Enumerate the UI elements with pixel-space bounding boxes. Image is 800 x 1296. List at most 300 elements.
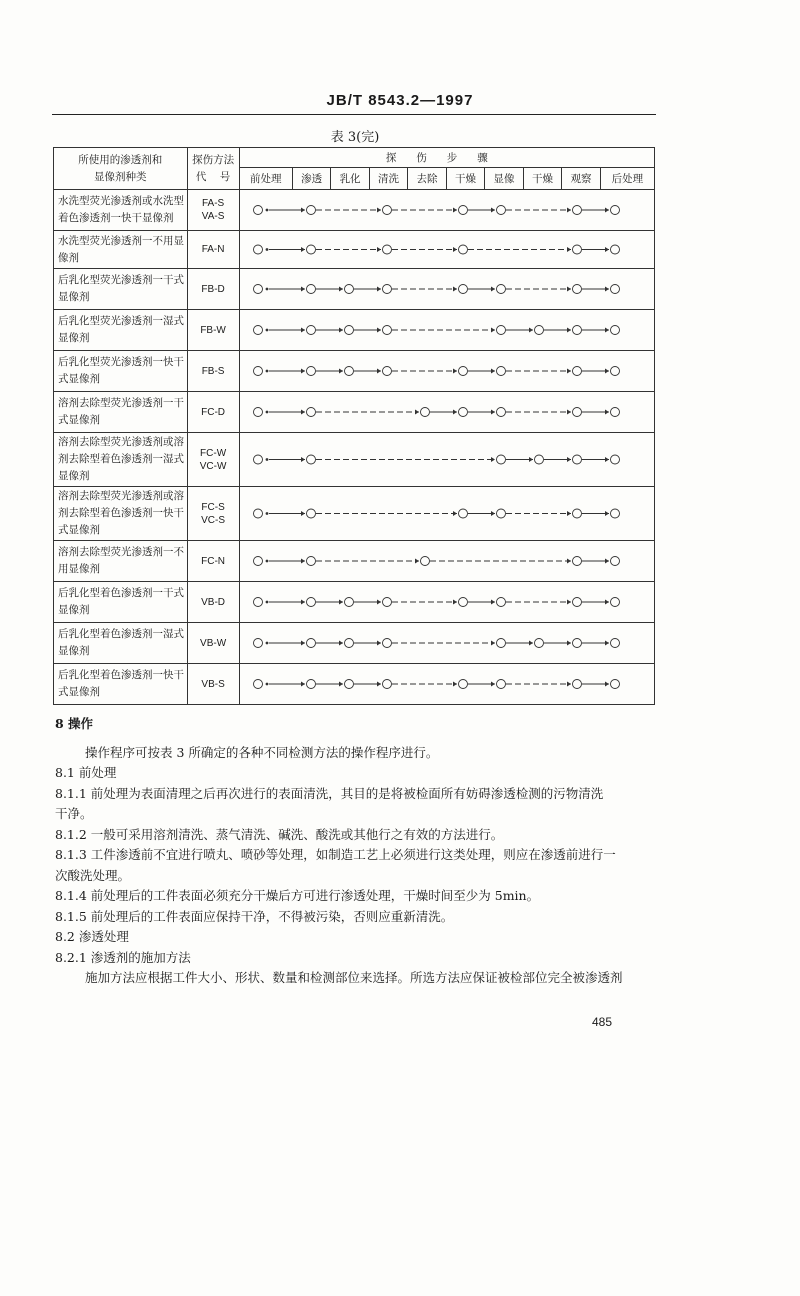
row-agent-type-line: 式显像剂 — [58, 524, 100, 536]
flow-arrow-icon — [605, 410, 609, 415]
col-header-code-line1: 探伤方法 — [192, 153, 235, 166]
flow-dot — [265, 512, 268, 515]
table-row — [54, 582, 655, 623]
step-node-icon — [458, 598, 467, 607]
row-method-code — [187, 582, 239, 623]
row-step-flow — [239, 190, 654, 231]
section-8-2-title: 8.2 渗透处理 — [55, 929, 129, 944]
step-node-icon — [306, 455, 315, 464]
row-agent-type-line: 后乳化型着色渗透剂一干式 — [58, 587, 184, 599]
row-method-code-line: VB-W — [200, 637, 227, 649]
flow-arrow-icon — [453, 287, 457, 292]
section-8-title: 8 操作 — [55, 716, 94, 731]
col-header-code-line2: 代 号 — [195, 170, 231, 183]
row-step-flow — [239, 664, 654, 705]
step-node-icon — [344, 367, 353, 376]
step-node-icon — [610, 408, 619, 417]
step-flow-diagram — [240, 392, 630, 432]
flow-arrow-icon — [453, 247, 457, 252]
row-method-code — [187, 433, 239, 487]
step-flow-diagram — [240, 664, 630, 704]
step-node-icon — [610, 639, 619, 648]
flow-arrow-icon — [377, 328, 381, 333]
row-agent-type-line: 着色渗透剂一快干显像剂 — [58, 212, 174, 224]
flow-arrow-icon — [567, 600, 571, 605]
table-row — [54, 269, 655, 310]
step-header-9: 观察 — [562, 168, 600, 190]
flow-arrow-icon — [377, 369, 381, 374]
step-node-icon — [253, 680, 262, 689]
step-node-icon — [382, 598, 391, 607]
step-node-icon — [253, 206, 262, 215]
step-node-icon — [306, 245, 315, 254]
row-agent-type-line: 后乳化型荧光渗透剂一干式 — [58, 274, 184, 286]
flow-arrow-icon — [491, 369, 495, 374]
table-caption: 表 3(完) — [330, 130, 380, 145]
step-node-icon — [534, 639, 543, 648]
row-agent-type-line: 溶剂去除型荧光渗透剂一干 — [58, 397, 184, 409]
row-method-code — [187, 392, 239, 433]
flow-arrow-icon — [377, 208, 381, 213]
row-method-code-line: VB-D — [201, 596, 226, 608]
col-header-type-line2: 显像剂种类 — [94, 170, 147, 183]
row-method-code-line: VC-W — [199, 460, 227, 472]
flow-arrow-icon — [301, 457, 305, 462]
row-agent-type — [54, 269, 188, 310]
step-node-icon — [306, 326, 315, 335]
step-node-icon — [382, 285, 391, 294]
row-agent-type — [54, 541, 188, 582]
flow-arrow-icon — [605, 247, 609, 252]
standard-code-header: JB/T 8543.2—1997 — [326, 92, 474, 109]
step-node-icon — [253, 509, 262, 518]
row-step-flow — [239, 433, 654, 487]
step-node-icon — [253, 598, 262, 607]
row-agent-type-line: 式显像剂 — [58, 373, 100, 385]
flow-arrow-icon — [529, 457, 533, 462]
row-method-code — [187, 231, 239, 269]
step-node-icon — [496, 367, 505, 376]
step-node-icon — [458, 206, 467, 215]
flow-arrow-icon — [491, 410, 495, 415]
flow-arrow-icon — [567, 641, 571, 646]
step-node-icon — [496, 509, 505, 518]
step-node-icon — [610, 245, 619, 254]
step-node-icon — [534, 455, 543, 464]
flow-arrow-icon — [491, 287, 495, 292]
flow-arrow-icon — [491, 682, 495, 687]
flow-arrow-icon — [605, 369, 609, 374]
flow-arrow-icon — [567, 247, 571, 252]
step-header-6: 干燥 — [446, 168, 484, 190]
step-node-icon — [610, 455, 619, 464]
section-8-1-2: 8.1.2 一般可采用溶剂清洗、蒸气清洗、碱洗、酸洗或其他行之有效的方法进行。 — [55, 826, 504, 842]
flow-arrow-icon — [339, 369, 343, 374]
step-node-icon — [572, 326, 581, 335]
step-flow-diagram — [240, 351, 630, 391]
flow-arrow-icon — [567, 369, 571, 374]
row-agent-type-line: 像剂 — [58, 251, 79, 264]
row-method-code — [187, 190, 239, 231]
step-node-icon — [306, 639, 315, 648]
row-step-flow — [239, 487, 654, 541]
row-method-code-line: FB-S — [201, 365, 225, 377]
section-8-1-1-line1: 8.1.1 前处理为表面清理之后再次进行的表面清洗，其目的是将被检面所有妨碍渗透检测的污物清洗 — [55, 785, 604, 801]
table-row — [54, 231, 655, 269]
flow-arrow-icon — [567, 287, 571, 292]
flow-arrow-icon — [339, 682, 343, 687]
step-flow-diagram — [240, 310, 630, 350]
row-agent-type-line: 显像剂 — [58, 332, 90, 344]
row-method-code-line: FC-N — [201, 555, 226, 567]
flow-arrow-icon — [491, 600, 495, 605]
step-node-icon — [610, 285, 619, 294]
row-step-flow — [239, 269, 654, 310]
flow-arrow-icon — [377, 641, 381, 646]
flow-arrow-icon — [491, 457, 495, 462]
row-step-flow — [239, 351, 654, 392]
flow-dot — [265, 560, 268, 563]
flow-arrow-icon — [453, 682, 457, 687]
step-node-icon — [496, 326, 505, 335]
flow-arrow-icon — [453, 511, 457, 516]
step-node-icon — [306, 367, 315, 376]
row-agent-type — [54, 433, 188, 487]
step-node-icon — [382, 367, 391, 376]
step-node-icon — [344, 639, 353, 648]
row-agent-type-line: 后乳化型荧光渗透剂一快干 — [58, 356, 184, 368]
row-method-code-line: FB-W — [200, 324, 226, 336]
flow-arrow-icon — [567, 682, 571, 687]
step-node-icon — [458, 245, 467, 254]
flow-arrow-icon — [567, 511, 571, 516]
row-method-code-line: FC-S — [201, 501, 225, 513]
step-node-icon — [382, 245, 391, 254]
procedure-table — [53, 147, 655, 705]
row-method-code-line: VA-S — [201, 211, 225, 222]
table-row — [54, 541, 655, 582]
row-agent-type-line: 显像剂 — [58, 604, 90, 616]
step-node-icon — [253, 639, 262, 648]
step-node-icon — [458, 408, 467, 417]
step-flow-diagram — [240, 582, 630, 622]
flow-arrow-icon — [301, 208, 305, 213]
step-header-2: 渗透 — [292, 168, 330, 190]
step-node-icon — [344, 285, 353, 294]
step-node-icon — [253, 455, 262, 464]
step-node-icon — [306, 408, 315, 417]
section-8-2-1-title: 8.2.1 渗透剂的施加方法 — [55, 949, 191, 965]
step-node-icon — [496, 285, 505, 294]
flow-arrow-icon — [415, 559, 419, 564]
flow-dot — [265, 370, 268, 373]
table-row — [54, 664, 655, 705]
row-agent-type — [54, 231, 188, 269]
step-header-5: 去除 — [408, 168, 446, 190]
step-node-icon — [572, 285, 581, 294]
step-node-icon — [344, 680, 353, 689]
flow-arrow-icon — [415, 410, 419, 415]
step-node-icon — [534, 326, 543, 335]
flow-arrow-icon — [301, 682, 305, 687]
table-row — [54, 190, 655, 231]
section-8-1-1-line2: 干净。 — [55, 806, 93, 821]
row-agent-type-line: 水洗型荧光渗透剂一不用显 — [58, 234, 184, 247]
flow-arrow-icon — [301, 410, 305, 415]
step-flow-diagram — [240, 269, 630, 309]
step-node-icon — [572, 680, 581, 689]
row-agent-type — [54, 310, 188, 351]
flow-dot — [265, 209, 268, 212]
flow-arrow-icon — [529, 641, 533, 646]
step-node-icon — [458, 680, 467, 689]
step-node-icon — [382, 680, 391, 689]
step-node-icon — [572, 557, 581, 566]
flow-arrow-icon — [301, 369, 305, 374]
header-rule — [52, 114, 656, 115]
flow-arrow-icon — [377, 247, 381, 252]
table-row — [54, 623, 655, 664]
row-agent-type-line: 用显像剂 — [58, 563, 100, 575]
row-step-flow — [239, 582, 654, 623]
step-node-icon — [253, 326, 262, 335]
step-header-7: 显像 — [485, 168, 523, 190]
row-agent-type-line: 后乳化型荧光渗透剂一湿式 — [58, 315, 184, 327]
step-node-icon — [610, 206, 619, 215]
step-node-icon — [572, 598, 581, 607]
step-node-icon — [420, 408, 429, 417]
step-node-icon — [420, 557, 429, 566]
step-header-10: 后处理 — [600, 168, 654, 190]
step-node-icon — [253, 245, 262, 254]
flow-arrow-icon — [453, 600, 457, 605]
flow-arrow-icon — [453, 369, 457, 374]
row-agent-type — [54, 392, 188, 433]
flow-arrow-icon — [339, 600, 343, 605]
flow-arrow-icon — [567, 328, 571, 333]
step-header-8: 干燥 — [523, 168, 561, 190]
flow-arrow-icon — [339, 328, 343, 333]
flow-arrow-icon — [491, 208, 495, 213]
row-step-flow — [239, 541, 654, 582]
flow-arrow-icon — [301, 600, 305, 605]
step-node-icon — [496, 680, 505, 689]
step-node-icon — [610, 557, 619, 566]
step-node-icon — [572, 367, 581, 376]
row-method-code-line: VC-S — [201, 514, 226, 526]
row-agent-type-line: 水洗型荧光渗透剂或水洗型 — [58, 195, 184, 207]
row-agent-type — [54, 582, 188, 623]
row-agent-type-line: 剂去除型着色渗透剂一快干 — [58, 507, 184, 519]
step-node-icon — [610, 367, 619, 376]
row-agent-type-line: 式显像剂 — [58, 414, 100, 426]
flow-arrow-icon — [453, 410, 457, 415]
step-node-icon — [306, 509, 315, 518]
flow-arrow-icon — [301, 287, 305, 292]
step-node-icon — [306, 598, 315, 607]
flow-arrow-icon — [377, 600, 381, 605]
row-method-code-line: FA-S — [201, 198, 225, 209]
step-node-icon — [610, 326, 619, 335]
step-node-icon — [496, 639, 505, 648]
step-node-icon — [496, 455, 505, 464]
table-row — [54, 487, 655, 541]
row-agent-type — [54, 664, 188, 705]
step-node-icon — [344, 598, 353, 607]
step-flow-diagram — [240, 190, 630, 230]
row-method-code-line: FA-N — [201, 244, 225, 255]
step-header-4: 清洗 — [369, 168, 407, 190]
col-header-type — [54, 148, 188, 190]
flow-arrow-icon — [491, 511, 495, 516]
step-flow-diagram — [240, 231, 630, 268]
flow-arrow-icon — [567, 457, 571, 462]
step-node-icon — [610, 509, 619, 518]
flow-arrow-icon — [529, 328, 533, 333]
flow-dot — [265, 601, 268, 604]
section-8-1-3-line1: 8.1.3 工件渗透前不宜进行喷丸、喷砂等处理，如制造工艺上必须进行这类处理，则应在渗透前进行一 — [55, 847, 616, 862]
flow-arrow-icon — [605, 511, 609, 516]
step-node-icon — [572, 455, 581, 464]
flow-dot — [265, 642, 268, 645]
flow-arrow-icon — [377, 682, 381, 687]
step-node-icon — [382, 326, 391, 335]
flow-arrow-icon — [301, 641, 305, 646]
row-agent-type-line: 剂去除型着色渗透剂一湿式 — [58, 453, 184, 465]
step-node-icon — [253, 408, 262, 417]
step-node-icon — [572, 245, 581, 254]
row-method-code-line: FC-D — [201, 406, 226, 418]
steps-title: 探伤步骤 — [239, 148, 654, 168]
table-row — [54, 433, 655, 487]
row-agent-type-line: 溶剂去除型荧光渗透剂或溶 — [58, 490, 184, 502]
flow-arrow-icon — [605, 287, 609, 292]
table-row — [54, 310, 655, 351]
step-node-icon — [496, 598, 505, 607]
row-step-flow — [239, 392, 654, 433]
flow-arrow-icon — [605, 641, 609, 646]
step-flow-diagram — [240, 541, 630, 581]
flow-arrow-icon — [301, 559, 305, 564]
row-step-flow — [239, 310, 654, 351]
step-node-icon — [344, 326, 353, 335]
flow-arrow-icon — [605, 328, 609, 333]
row-agent-type-line: 式显像剂 — [58, 686, 100, 698]
step-node-icon — [496, 206, 505, 215]
section-8-intro: 操作程序可按表 3 所确定的各种不同检测方法的操作程序进行。 — [85, 744, 439, 760]
row-agent-type — [54, 351, 188, 392]
step-node-icon — [496, 408, 505, 417]
row-agent-type-line: 溶剂去除型荧光渗透剂一不 — [58, 546, 184, 558]
row-agent-type — [54, 487, 188, 541]
step-node-icon — [610, 598, 619, 607]
row-method-code — [187, 623, 239, 664]
row-agent-type — [54, 190, 188, 231]
step-node-icon — [610, 680, 619, 689]
step-flow-diagram — [240, 623, 630, 663]
step-node-icon — [306, 557, 315, 566]
flow-arrow-icon — [453, 208, 457, 213]
row-agent-type-line: 后乳化型着色渗透剂一快干 — [58, 669, 184, 681]
step-flow-diagram — [240, 433, 630, 486]
step-node-icon — [458, 367, 467, 376]
step-node-icon — [253, 557, 262, 566]
row-method-code-line: VB-S — [201, 678, 225, 690]
flow-arrow-icon — [491, 641, 495, 646]
flow-dot — [265, 329, 268, 332]
flow-arrow-icon — [301, 511, 305, 516]
step-node-icon — [253, 367, 262, 376]
step-node-icon — [572, 206, 581, 215]
flow-arrow-icon — [491, 328, 495, 333]
step-flow-diagram — [240, 487, 630, 540]
flow-arrow-icon — [605, 457, 609, 462]
row-agent-type-line: 显像剂 — [58, 645, 90, 657]
section-8-2-1-text: 施加方法应根据工件大小、形状、数量和检测部位来选择。所选方法应保证被检部位完全被渗透剂 — [85, 970, 623, 985]
flow-arrow-icon — [301, 328, 305, 333]
section-8-body — [55, 714, 665, 989]
row-agent-type-line: 后乳化型着色渗透剂一湿式 — [58, 628, 184, 640]
section-8-1-title: 8.1 前处理 — [55, 765, 117, 780]
flow-arrow-icon — [605, 682, 609, 687]
table-row — [54, 392, 655, 433]
row-agent-type-line: 溶剂去除型荧光渗透剂或溶 — [58, 436, 184, 448]
flow-arrow-icon — [567, 410, 571, 415]
flow-dot — [265, 248, 268, 251]
flow-arrow-icon — [377, 287, 381, 292]
row-method-code — [187, 310, 239, 351]
flow-arrow-icon — [339, 287, 343, 292]
step-node-icon — [306, 206, 315, 215]
section-8-1-5: 8.1.5 前处理后的工件表面应保持干净，不得被污染，否则应重新清洗。 — [55, 908, 454, 924]
flow-arrow-icon — [605, 208, 609, 213]
flow-dot — [265, 683, 268, 686]
row-method-code-line: FB-D — [201, 283, 225, 295]
step-node-icon — [253, 285, 262, 294]
step-node-icon — [458, 285, 467, 294]
section-8-1-3-line2: 次酸洗处理。 — [55, 867, 131, 883]
flow-arrow-icon — [567, 208, 571, 213]
row-method-code — [187, 269, 239, 310]
step-node-icon — [572, 509, 581, 518]
flow-arrow-icon — [567, 559, 571, 564]
step-node-icon — [306, 285, 315, 294]
row-method-code — [187, 487, 239, 541]
step-node-icon — [382, 639, 391, 648]
step-header-3: 乳化 — [331, 168, 369, 190]
flow-arrow-icon — [339, 641, 343, 646]
col-header-code — [187, 148, 239, 190]
row-agent-type-line: 显像剂 — [58, 470, 90, 482]
flow-dot — [265, 411, 268, 414]
step-node-icon — [572, 639, 581, 648]
row-method-code-line: FC-W — [200, 447, 227, 459]
page-number: 485 — [592, 1015, 613, 1029]
flow-dot — [265, 288, 268, 291]
row-method-code — [187, 664, 239, 705]
flow-arrow-icon — [605, 600, 609, 605]
row-step-flow — [239, 623, 654, 664]
step-node-icon — [306, 680, 315, 689]
step-node-icon — [458, 509, 467, 518]
row-step-flow — [239, 231, 654, 269]
step-node-icon — [382, 206, 391, 215]
step-node-icon — [572, 408, 581, 417]
table-row — [54, 351, 655, 392]
step-header-1: 前处理 — [239, 168, 292, 190]
flow-dot — [265, 458, 268, 461]
col-header-type-line1: 所使用的渗透剂和 — [78, 153, 163, 166]
